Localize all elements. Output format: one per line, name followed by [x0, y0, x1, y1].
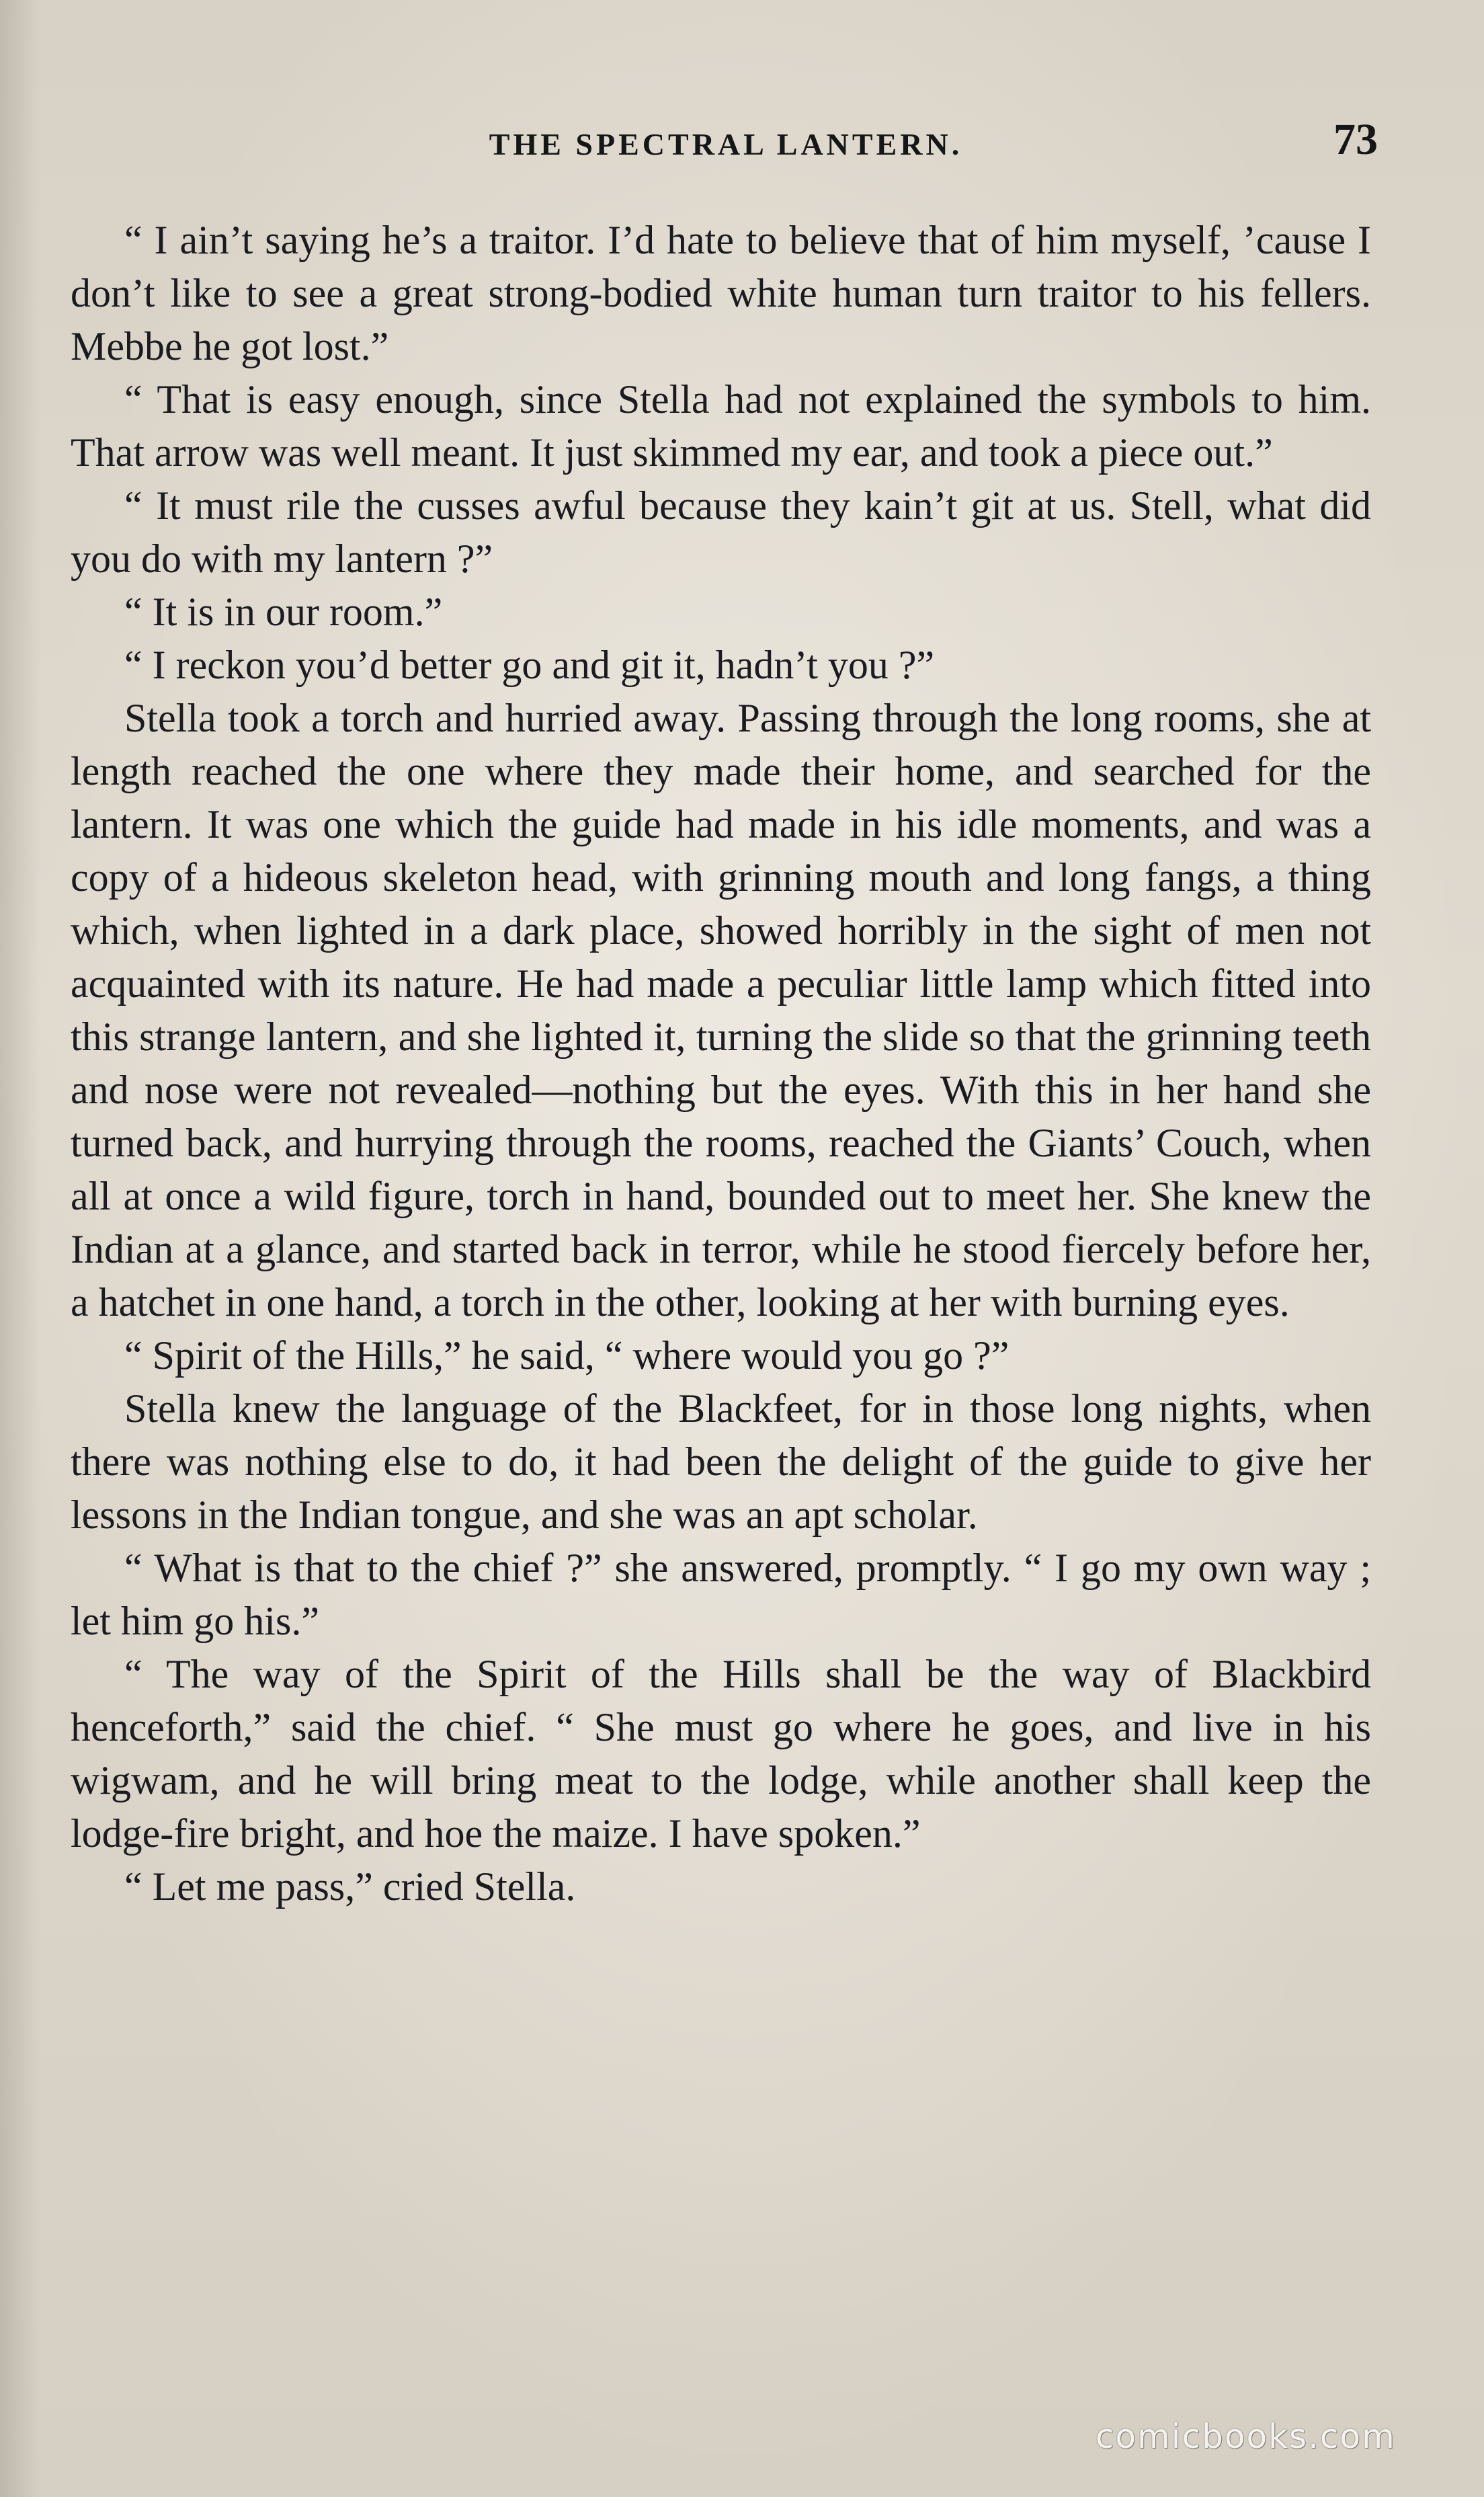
page-header [74, 114, 1378, 175]
page-number: 73 [1333, 115, 1378, 164]
paragraph: “ That is easy enough, since Stella had not explained the symbols to him. That arrow was well meant. It just skimmed my ear, and took a piece out.” [71, 377, 1371, 475]
paragraph: “ The way of the Spirit of the Hills shall be the way of Blackbird henceforth,” said the chief. “ She must go where he goes, and live in his wigwam, and he will bring meat to the lodge, while another shall keep the lodge-fire bright, and hoe the maize. I have spoken.” [71, 1652, 1371, 1856]
running-head: THE SPECTRAL LANTERN. [489, 127, 963, 161]
paragraph: “ I ain’t saying he’s a traitor. I’d hate to believe that of him myself, ’cause I don’t like to see a great strong-bodied white human turn traitor to his fellers. Mebbe he got lost.” [71, 218, 1371, 368]
paragraph: “ It must rile the cusses awful because they kain’t git at us. Stell, what did you do with my lantern ?” [71, 483, 1371, 581]
paragraph: Stella knew the language of the Blackfeet, for in those long nights, when there was nothing else to do, it had been the delight of the guide to give her lessons in the Indian tongue, and she was an apt scholar. [71, 1386, 1371, 1537]
page-edge-shadow [0, 0, 40, 2497]
body-text [71, 214, 1371, 1913]
paragraph: “ Let me pass,” cried Stella. [124, 1864, 576, 1909]
watermark: comicbooks.com [1096, 2417, 1396, 2456]
paragraph: “ It is in our room.” [124, 590, 443, 634]
paragraph: Stella took a torch and hurried away. Passing through the long rooms, she at length reached the one where they made their home, and searched for the lantern. It was one which the guide had made in his idle moments, and was a copy of a hideous skeleton head, with grinning mouth and long fangs, a thing which, when lighted in a dark place, showed horribly in the sight of men not acquainted with its nature. He had made a peculiar little lamp which fitted into this strange lantern, and she lighted it, turning the slide so that the grinning teeth and nose were not revealed—nothing but the eyes. With this in her hand she turned back, and hurrying through the rooms, reached the Giants’ Couch, when all at once a wild figure, torch in hand, bounded out to meet her. She knew the Indian at a glance, and started back in terror, while he stood fiercely before her, a hatchet in one hand, a torch in the other, looking at her with burning eyes. [71, 696, 1371, 1324]
paragraph: “ What is that to the chief ?” she answered, promptly. “ I go my own way ; let him go his.” [71, 1546, 1371, 1643]
paragraph: “ I reckon you’d better go and git it, hadn’t you ?” [124, 643, 935, 687]
paragraph: “ Spirit of the Hills,” he said, “ where would you go ?” [124, 1333, 1009, 1378]
